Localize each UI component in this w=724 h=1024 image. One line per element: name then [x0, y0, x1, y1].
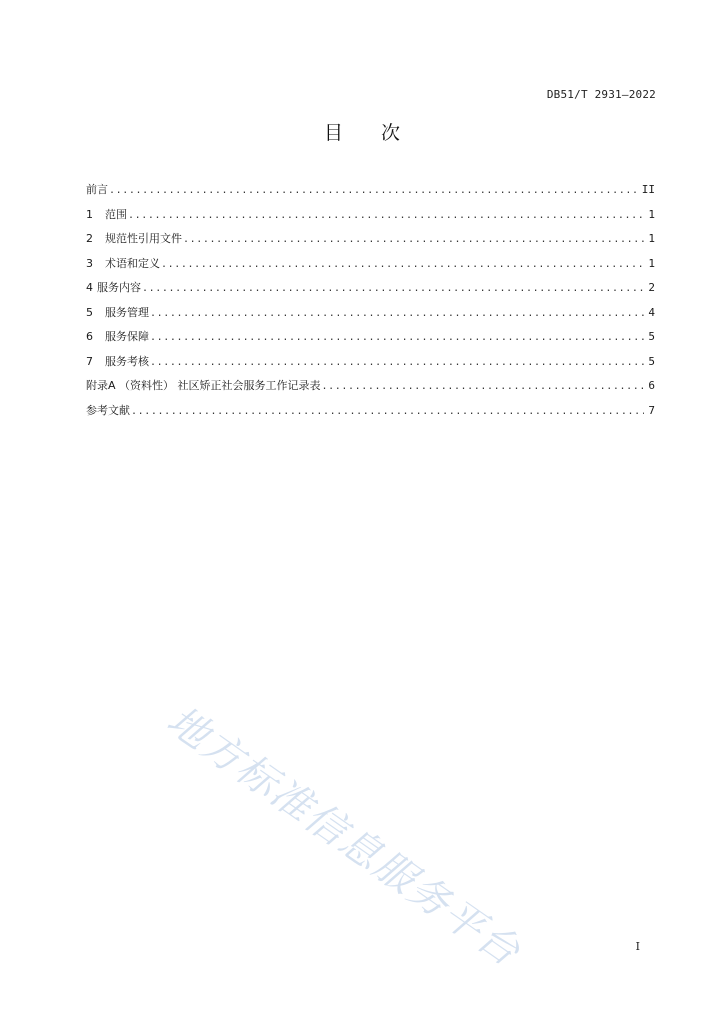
toc-entry-service-guarantee[interactable]	[86, 329, 655, 354]
toc-entry-number: 4	[86, 281, 93, 294]
table-of-contents	[86, 182, 655, 427]
toc-entry-service-assessment[interactable]	[86, 354, 655, 379]
toc-dot-leader	[183, 232, 644, 248]
toc-entry-label: 术语和定义	[105, 256, 160, 270]
toc-entry-page: 4	[648, 305, 655, 319]
toc-entry-number: 7	[86, 354, 93, 368]
toc-dot-leader	[150, 355, 644, 371]
toc-entry-page: 5	[648, 354, 655, 368]
document-id: DB51/T 2931—2022	[546, 88, 656, 101]
toc-dot-leader	[131, 404, 644, 420]
toc-entry-number: 5	[86, 305, 93, 319]
toc-entry-page: II	[641, 183, 655, 196]
toc-entry-normative-references[interactable]	[86, 231, 655, 256]
page-number: I	[635, 940, 640, 953]
toc-dot-leader	[142, 281, 644, 297]
toc-entry-page: 1	[648, 207, 655, 221]
toc-entry-label: 前言	[86, 183, 108, 196]
page-title: 目次	[323, 122, 438, 144]
toc-entry-appendix-a[interactable]	[86, 378, 655, 403]
watermark-text: 地方标准信息服务平台	[158, 697, 529, 976]
toc-entry-page: 6	[648, 379, 655, 392]
toc-dot-leader	[150, 330, 644, 346]
toc-entry-page: 7	[648, 403, 655, 417]
toc-entry-label: 参考文献	[86, 403, 130, 417]
toc-entry-label: 服务保障	[105, 330, 149, 343]
toc-entry-label: 规范性引用文件	[105, 232, 182, 245]
toc-dot-leader	[128, 208, 644, 224]
toc-entry-label: 服务考核	[105, 354, 149, 368]
toc-dot-leader	[150, 306, 644, 322]
toc-entry-label: 附录A （资料性） 社区矫正社会服务工作记录表	[86, 379, 321, 392]
toc-entry-foreword[interactable]	[86, 182, 655, 207]
toc-entry-number: 6	[86, 330, 93, 343]
toc-entry-bibliography[interactable]	[86, 403, 655, 428]
toc-entry-label: 范围	[105, 207, 127, 221]
toc-entry-service-content[interactable]	[86, 280, 655, 305]
toc-entry-number: 2	[86, 232, 93, 245]
toc-entry-scope[interactable]	[86, 207, 655, 232]
toc-entry-terms-definitions[interactable]	[86, 256, 655, 281]
toc-entry-page: 1	[648, 256, 655, 270]
toc-dot-leader	[161, 257, 644, 273]
toc-entry-label: 服务内容	[97, 281, 141, 294]
toc-entry-number: 3	[86, 256, 93, 270]
toc-entry-label: 服务管理	[105, 305, 149, 319]
toc-dot-leader	[109, 183, 638, 199]
toc-entry-service-management[interactable]	[86, 305, 655, 330]
toc-entry-number: 1	[86, 207, 93, 221]
toc-entry-page: 5	[648, 330, 655, 343]
toc-entry-page: 2	[648, 281, 655, 294]
toc-entry-page: 1	[648, 232, 655, 245]
toc-dot-leader	[322, 379, 645, 395]
